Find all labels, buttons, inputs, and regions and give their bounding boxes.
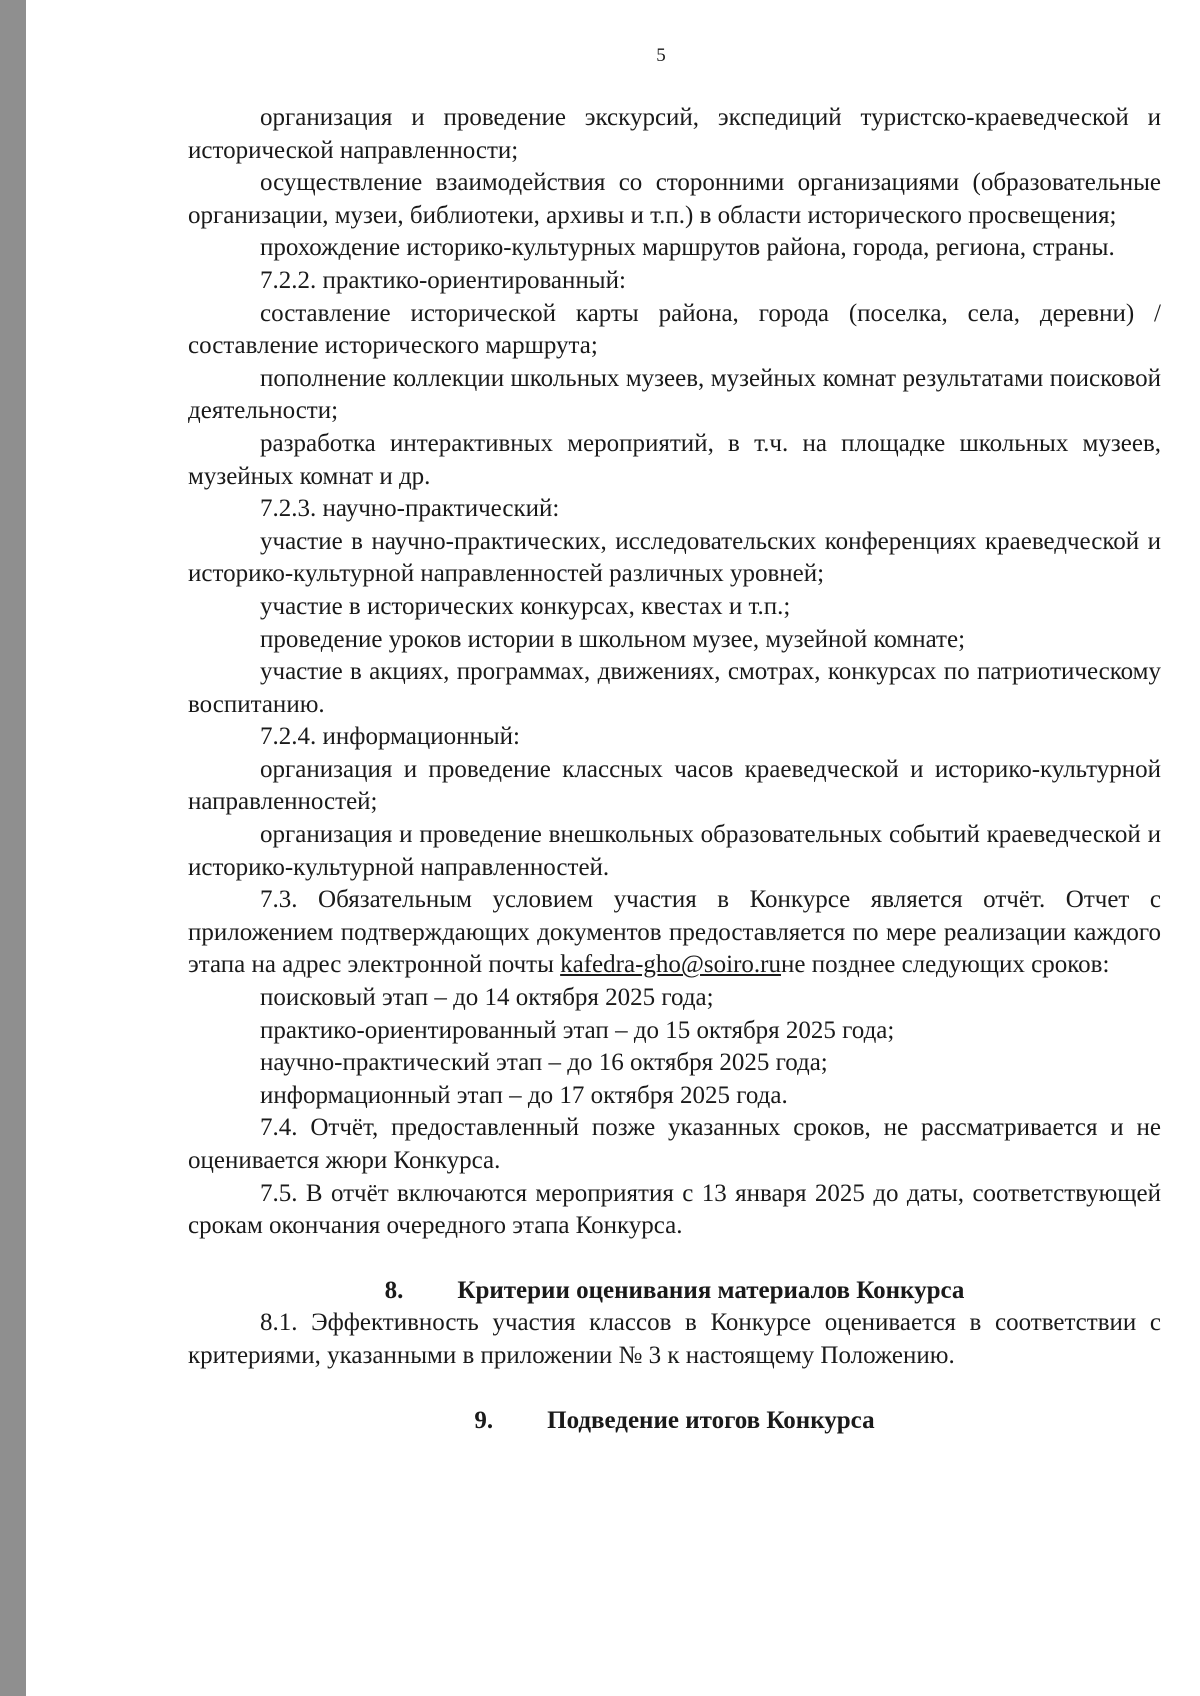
paragraph: организация и проведение экскурсий, экспедиций туристско-краеведческой и исторической направленности; bbox=[188, 104, 1161, 164]
section-9-title: Подведение итогов Конкурса bbox=[547, 1406, 875, 1434]
paragraph: прохождение историко-культурных маршрутов района, города, региона, страны. bbox=[260, 234, 1115, 262]
deadline-item: практико-ориентированный этап – до 15 октября 2025 года; bbox=[260, 1016, 895, 1044]
paragraph: участие в исторических конкурсах, квестах и т.п.; bbox=[260, 592, 791, 620]
paragraph-7-3 bbox=[188, 884, 1161, 982]
section-gap bbox=[188, 1243, 1161, 1275]
paragraph: организация и проведение классных часов краеведческой и историко-культурной направленностей; bbox=[188, 755, 1161, 816]
section-9-number: 9. bbox=[474, 1406, 494, 1434]
paragraph: разработка интерактивных мероприятий, в т.ч. на площадке школьных музеев, музейных комнат и др. bbox=[188, 429, 1161, 490]
deadline-item: поисковый этап – до 14 октября 2025 года; bbox=[260, 984, 714, 1012]
document-body bbox=[188, 102, 1161, 1437]
paragraph: пополнение коллекции школьных музеев, музейных комнат результатами поисковой деятельности; bbox=[188, 364, 1161, 425]
paragraph: организация и проведение внешкольных образовательных событий краеведческой и историко-культурной направленностей. bbox=[188, 821, 1161, 881]
paragraph-7-3-text: 7.3. Обязательным условием участия в Конкурсе является отчёт. Отчет с приложением подтверждающих документов предоставляется по мере реализации каждого этапа на адрес электронной почты bbox=[188, 886, 1161, 979]
scan-left-edge bbox=[0, 0, 26, 1696]
document-page bbox=[26, 0, 1200, 1696]
subsection-heading-7-2-3: 7.2.3. научно-практический: bbox=[260, 495, 560, 523]
subsection-heading-7-2-4: 7.2.4. информационный: bbox=[260, 723, 520, 751]
section-8-heading bbox=[188, 1275, 1161, 1308]
paragraph-7-5: 7.5. В отчёт включаются мероприятия с 13 января 2025 до даты, соответствующей срокам окончания очередного этапа Конкурса. bbox=[188, 1179, 1161, 1240]
email-link[interactable]: kafedra-gho@soiro.ru bbox=[560, 951, 781, 979]
deadline-item: научно-практический этап – до 16 октября 2025 года; bbox=[260, 1049, 828, 1077]
deadline-item: информационный этап – до 17 октября 2025 года. bbox=[260, 1081, 788, 1109]
paragraph-7-3-tail: не позднее следующих сроков: bbox=[781, 951, 1110, 979]
section-8-number: 8. bbox=[384, 1276, 404, 1304]
paragraph-7-4: 7.4. Отчёт, предоставленный позже указанных сроков, не рассматривается и не оценивается жюри Конкурса. bbox=[188, 1114, 1161, 1174]
section-8-title: Критерии оценивания материалов Конкурса bbox=[457, 1276, 965, 1304]
section-9-heading bbox=[188, 1405, 1161, 1438]
paragraph: составление исторической карты района, города (поселка, села, деревни) / составление исторического маршрута; bbox=[188, 299, 1161, 360]
paragraph: осуществление взаимодействия со сторонними организациями (образовательные организации, музеи, библиотеки, архивы и т.п.) в области исторического просвещения; bbox=[188, 169, 1161, 229]
paragraph-8-1: 8.1. Эффективность участия классов в Конкурсе оценивается в соответствии с критериями, указанными в приложении № 3 к настоящему Положению. bbox=[188, 1309, 1161, 1369]
paragraph: проведение уроков истории в школьном музее, музейной комнате; bbox=[260, 625, 966, 653]
paragraph: участие в акциях, программах, движениях, смотрах, конкурсах по патриотическому воспитанию. bbox=[188, 658, 1161, 718]
subsection-heading-7-2-2: 7.2.2. практико-ориентированный: bbox=[260, 266, 626, 294]
section-gap bbox=[188, 1373, 1161, 1405]
paragraph: участие в научно-практических, исследовательских конференциях краеведческой и историко-культурной направленностей различных уровней; bbox=[188, 527, 1161, 588]
page-number: 5 bbox=[656, 45, 666, 66]
